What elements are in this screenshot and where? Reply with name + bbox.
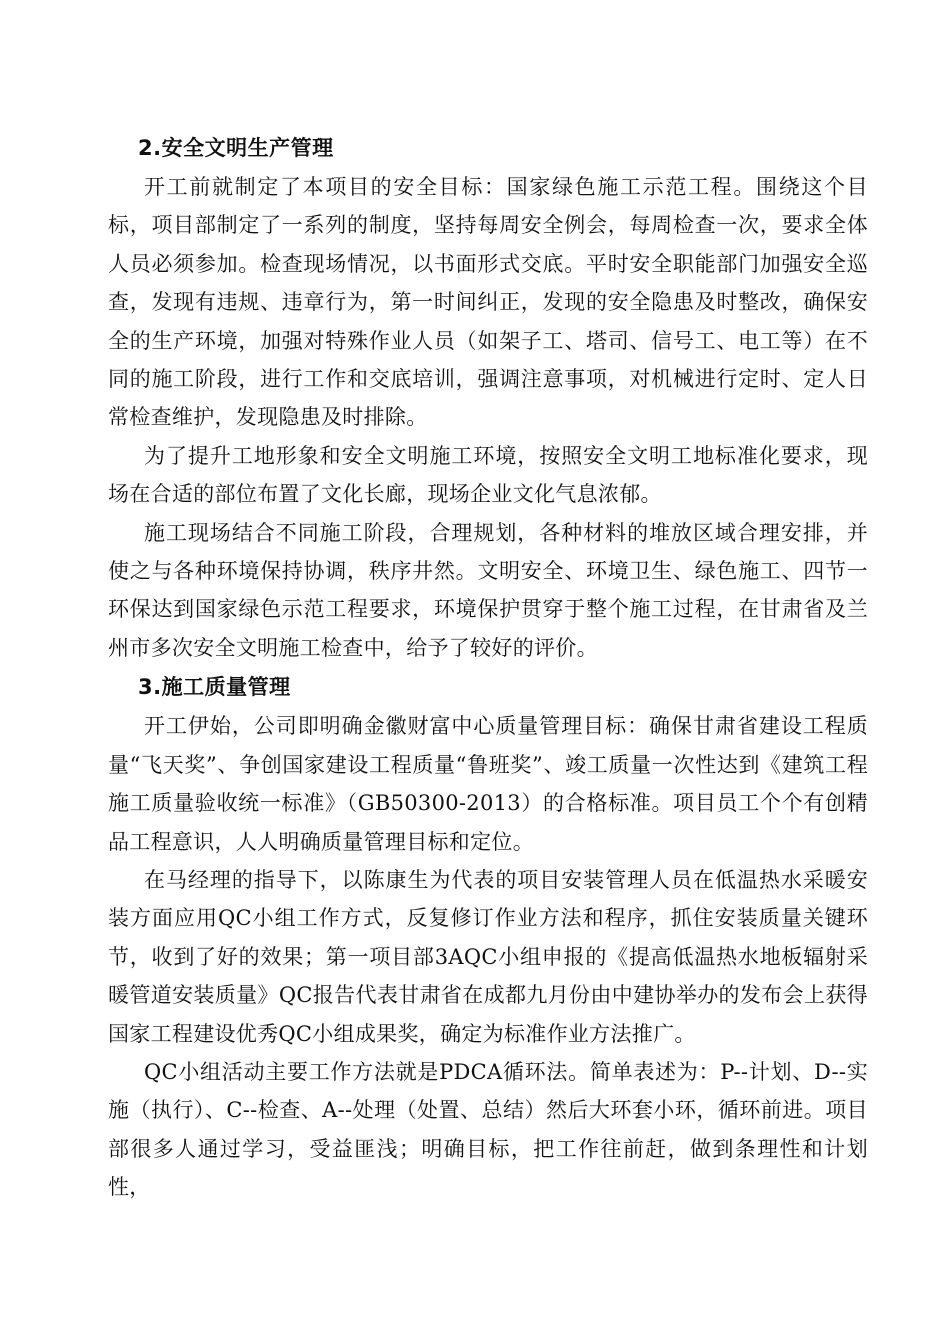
paragraph-pdca: QC小组活动主要工作方法就是PDCA循环法。简单表述为：P--计划、D--实施（执行）、C--检查、A--处理（处置、总结）然后大环套小环，循环前进。项目部很多人通过学习，受益匪浅；明确目标，把工作往前赶，做到条理性和计划性， (108, 1059, 868, 1200)
paragraph-qc-group: 在马经理的指导下，以陈康生为代表的项目安装管理人员在低温热水采暖安装方面应用QC小组工作方式，反复修订作业方法和程序，抓住安装质量关键环节，收到了好的效果；第一项目部3AQC小组申报的《提高低温热水地板辐射采暖管道安装质量》QC报告代表甘肃省在成都九月份由中建协举办的发布会上获得国家工程建设优秀QC小组成果奖，确定为标准作业方法推广。 (108, 867, 868, 1046)
document-body (108, 128, 868, 1207)
section-heading-safety: 2.安全文明生产管理 (138, 136, 334, 160)
paragraph-safety-goal: 开工前就制定了本项目的安全目标：国家绿色施工示范工程。围绕这个目标，项目部制定了一系列的制度，坚持每周安全例会，每周检查一次，要求全体人员必须参加。检查现场情况，以书面形式交底。平时安全职能部门加强安全巡查，发现有违规、违章行为，第一时间纠正，发现的安全隐患及时整改，确保安全的生产环境，加强对特殊作业人员（如架子工、塔司、信号工、电工等）在不同的施工阶段，进行工作和交底培训，强调注意事项，对机械进行定时、定人日常检查维护，发现隐患及时排除。 (108, 175, 868, 430)
section-heading-quality: 3.施工质量管理 (138, 675, 291, 700)
paragraph-quality-goal: 开工伊始，公司即明确金徽财富中心质量管理目标：确保甘肃省建设工程质量“飞天奖”、争创国家建设工程质量“鲁班奖”、竣工质量一次性达到《建筑工程施工质量验收统一标准》（GB50300-2013）的合格标准。项目员工个个有创精品工程意识，人人明确质量管理目标和定位。 (108, 714, 868, 854)
paragraph-site-planning: 施工现场结合不同施工阶段，合理规划，各种材料的堆放区域合理安排，并使之与各种环境保持协调，秩序井然。文明安全、环境卫生、绿色施工、四节一环保达到国家绿色示范工程要求，环境保护贯穿于整个施工过程，在甘肃省及兰州市多次安全文明施工检查中，给予了较好的评价。 (108, 520, 868, 660)
paragraph-site-image: 为了提升工地形象和安全文明施工环境，按照安全文明工地标准化要求，现场在合适的部位布置了文化长廊，现场企业文化气息浓郁。 (108, 443, 868, 507)
